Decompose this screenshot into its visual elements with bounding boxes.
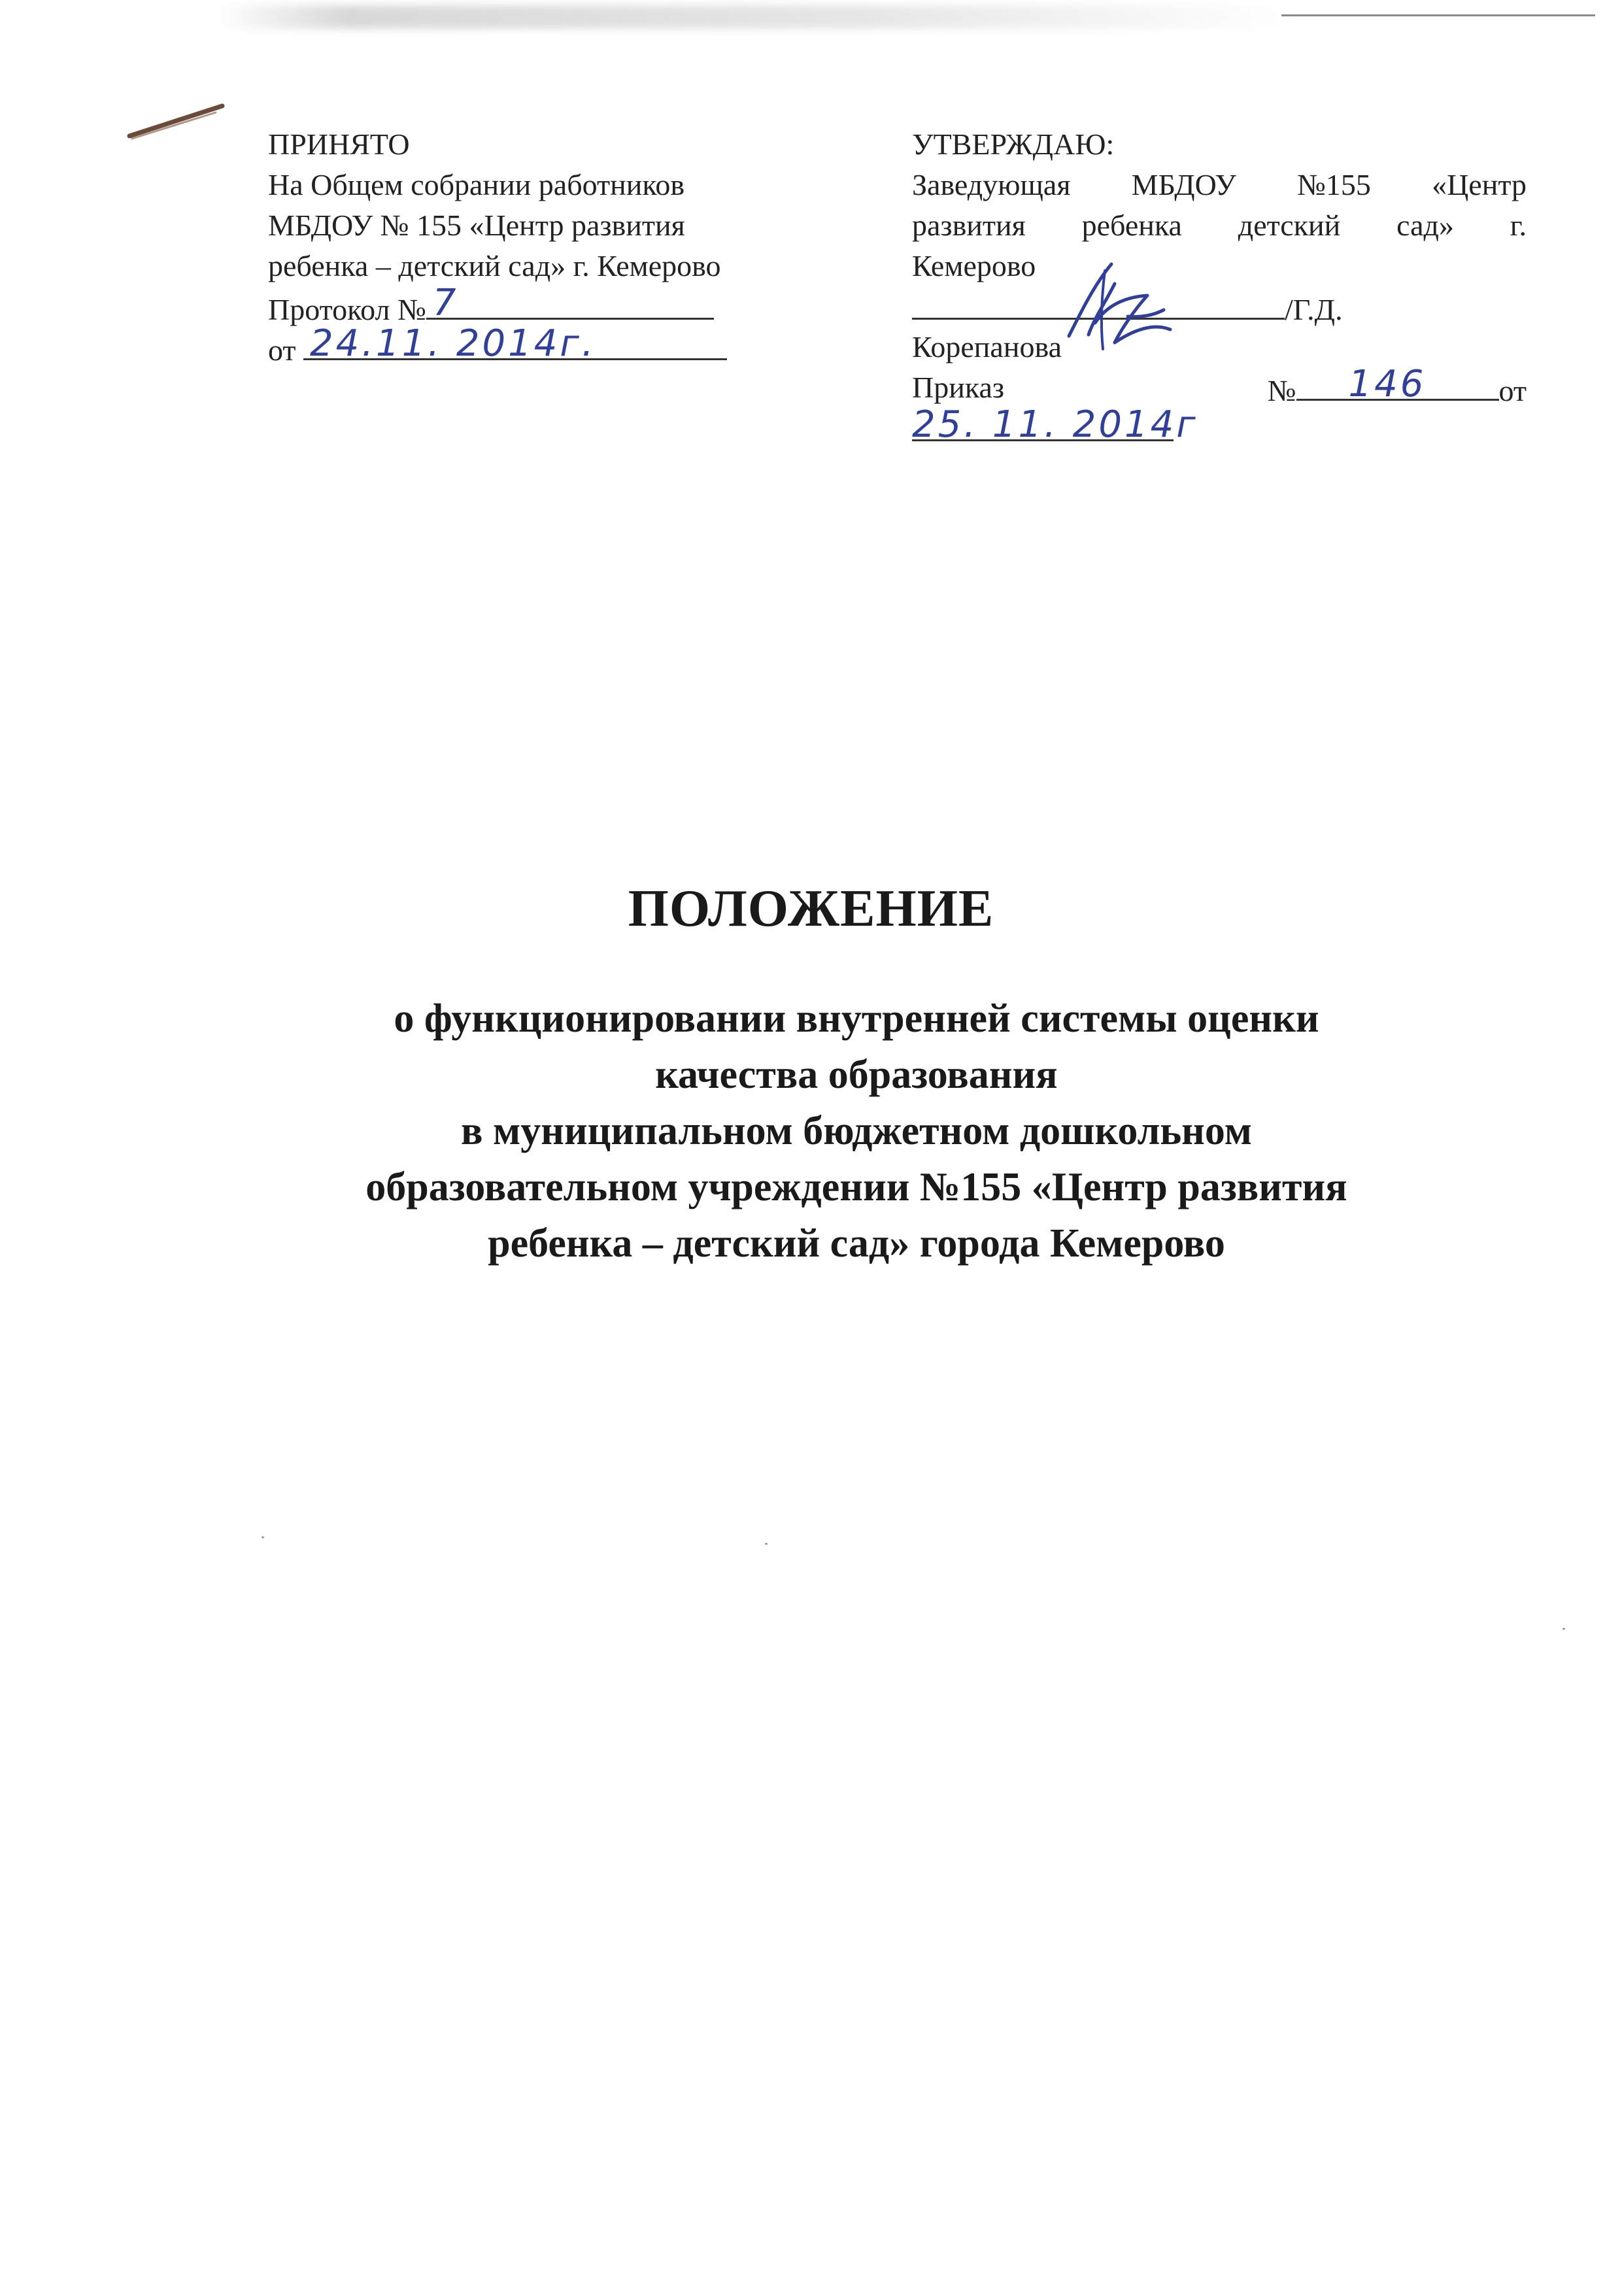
accepted-line-3: ребенка – детский сад» г. Кемерово — [268, 249, 721, 282]
approval-block-approved — [912, 124, 1527, 448]
accepted-line-2: МБДОУ № 155 «Центр развития — [268, 209, 685, 242]
approved-word: ребенка — [1081, 209, 1182, 242]
subtitle-line-1: о функционировании внутренней системы оценки — [394, 996, 1319, 1041]
document-title: ПОЛОЖЕНИЕ — [628, 880, 994, 937]
order-label: Приказ — [912, 371, 1005, 404]
subtitle-line-2: качества образования — [655, 1053, 1058, 1097]
accepted-line-1: На Общем собрании работников — [268, 168, 685, 201]
approved-line-2 — [912, 205, 1527, 246]
subtitle-line-4: образовательном учреждении №155 «Центр развития — [365, 1165, 1347, 1209]
order-date-line — [912, 403, 1527, 448]
approval-block-accepted — [268, 124, 824, 367]
approved-word: сад» — [1396, 209, 1454, 242]
protocol-number-handwritten: 7 — [432, 282, 459, 324]
approved-word: г. — [1510, 209, 1527, 242]
approved-word: развития — [912, 209, 1026, 242]
order-date-field — [912, 403, 1198, 446]
protocol-number-field — [426, 282, 714, 324]
protocol-date-line — [268, 322, 824, 367]
pen-stroke-mark — [124, 98, 229, 157]
signature-initials: /Г.Д. — [1285, 293, 1343, 326]
approved-word: МБДОУ — [1131, 168, 1236, 201]
order-from-label: от — [1498, 374, 1527, 407]
scan-smudge — [216, 5, 1294, 29]
protocol-date-handwritten: 24.11. 2014г. — [310, 322, 596, 365]
protocol-date-field — [303, 322, 727, 365]
scan-speck — [262, 1536, 264, 1538]
order-date-handwritten: 25. 11. 2014г — [912, 403, 1198, 446]
scan-speck — [765, 1543, 768, 1545]
order-line — [912, 363, 1527, 408]
order-number-group — [1267, 363, 1527, 408]
director-name: Корепанова — [912, 330, 1062, 363]
approved-word: детский — [1238, 209, 1341, 242]
protocol-date-label: от — [268, 333, 296, 367]
document-subtitle — [216, 990, 1497, 1272]
subtitle-line-5: ребенка – детский сад» города Кемерово — [488, 1221, 1225, 1266]
approved-word: Заведующая — [912, 168, 1071, 201]
handwritten-signature — [1049, 258, 1180, 362]
protocol-line — [268, 282, 824, 327]
scan-edge-line — [1281, 14, 1595, 16]
subtitle-line-3: в муниципальном бюджетном дошкольном — [461, 1109, 1252, 1153]
scan-speck — [1563, 1628, 1565, 1630]
order-number-field — [1296, 363, 1499, 405]
approved-word: №155 — [1297, 168, 1371, 201]
accepted-heading: ПРИНЯТО — [268, 127, 410, 161]
order-number-handwritten: 146 — [1348, 363, 1427, 405]
protocol-label: Протокол № — [268, 293, 426, 326]
approved-word: «Центр — [1432, 168, 1527, 201]
signature-line — [912, 286, 1527, 327]
approved-line-1 — [912, 165, 1527, 205]
approved-city: Кемерово — [912, 249, 1036, 282]
order-number-label: № — [1267, 374, 1296, 407]
approved-heading: УТВЕРЖДАЮ: — [912, 127, 1115, 161]
